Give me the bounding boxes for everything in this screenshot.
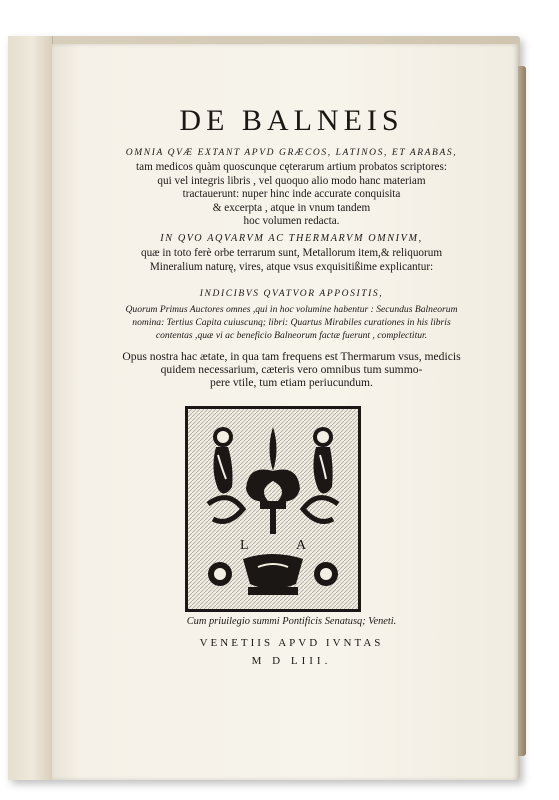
- paragraph-line: quidem necessarium, cæteris vero omnibus tum summo-: [160, 363, 423, 377]
- left-page: [8, 36, 53, 780]
- indices-caps: INDICIBVS QVATVOR APPOSITIS,: [199, 289, 384, 299]
- paragraph-line: hoc volumen redacta.: [243, 215, 340, 227]
- paragraph-line: quæ in toto ferè orbe terrarum sunt, Metallorum item,& reliquorum: [140, 247, 443, 259]
- book-title: DE BALNEIS: [179, 104, 404, 137]
- imprint: VENETIIS APVD IVNTAS: [199, 637, 384, 649]
- printer-device-woodcut: [185, 406, 361, 612]
- section-caps: IN QVO AQVARVM AC THERMARVM OMNIVM,: [160, 233, 423, 244]
- publication-year: M D LIII.: [251, 655, 332, 667]
- device-letter: L: [240, 538, 249, 553]
- woodcut-illustration: [188, 409, 358, 609]
- paragraph-line: Opus nostra hac ætate, in qua tam frequens est Thermarum vsus, medicis: [122, 350, 461, 363]
- paragraph-line: nomina: Tertius Capita cuiuscunq; libri: Quartus Mirabiles curationes in his libris: [132, 317, 451, 328]
- paragraph-line: & excerpta , atque in vnum tandem: [212, 201, 371, 214]
- subtitle-caps: OMNIA QVÆ EXTANT APVD GRÆCOS, LATINOS, ET ARABAS,: [125, 148, 458, 158]
- paragraph-1: [60, 161, 523, 229]
- paragraph-line: Quorum Primus Auctores omnes ,qui in hoc volumine habentur : Secundus Balneorum: [125, 304, 458, 315]
- paragraph-line: tam medicos quàm quoscunque cęterarum artium probatos scriptores:: [136, 161, 447, 173]
- paragraph-line: qui vel integris libris , vel quoquo alio modo hanc materiam: [157, 174, 426, 187]
- paragraph-line: tractauerunt: nuper hinc inde accurate conquisita: [182, 188, 401, 200]
- paragraph-2: [60, 247, 523, 274]
- paragraph-4: [60, 350, 523, 390]
- paragraph-line: pere vtile, tum etiam periucundum.: [210, 376, 373, 390]
- paragraph-line: contentas ,quæ vi ac beneficio Balneorum factæ fuerunt , complectitur.: [155, 330, 428, 341]
- paragraph-line: Mineralium naturę, vires, atque vsus exquisitißime explicantur:: [149, 260, 434, 273]
- device-letter: A: [296, 538, 307, 553]
- privilege-line: Cum priuilegio summi Pontificis Senatusq; Veneti.: [186, 616, 397, 627]
- paragraph-3: [60, 303, 523, 342]
